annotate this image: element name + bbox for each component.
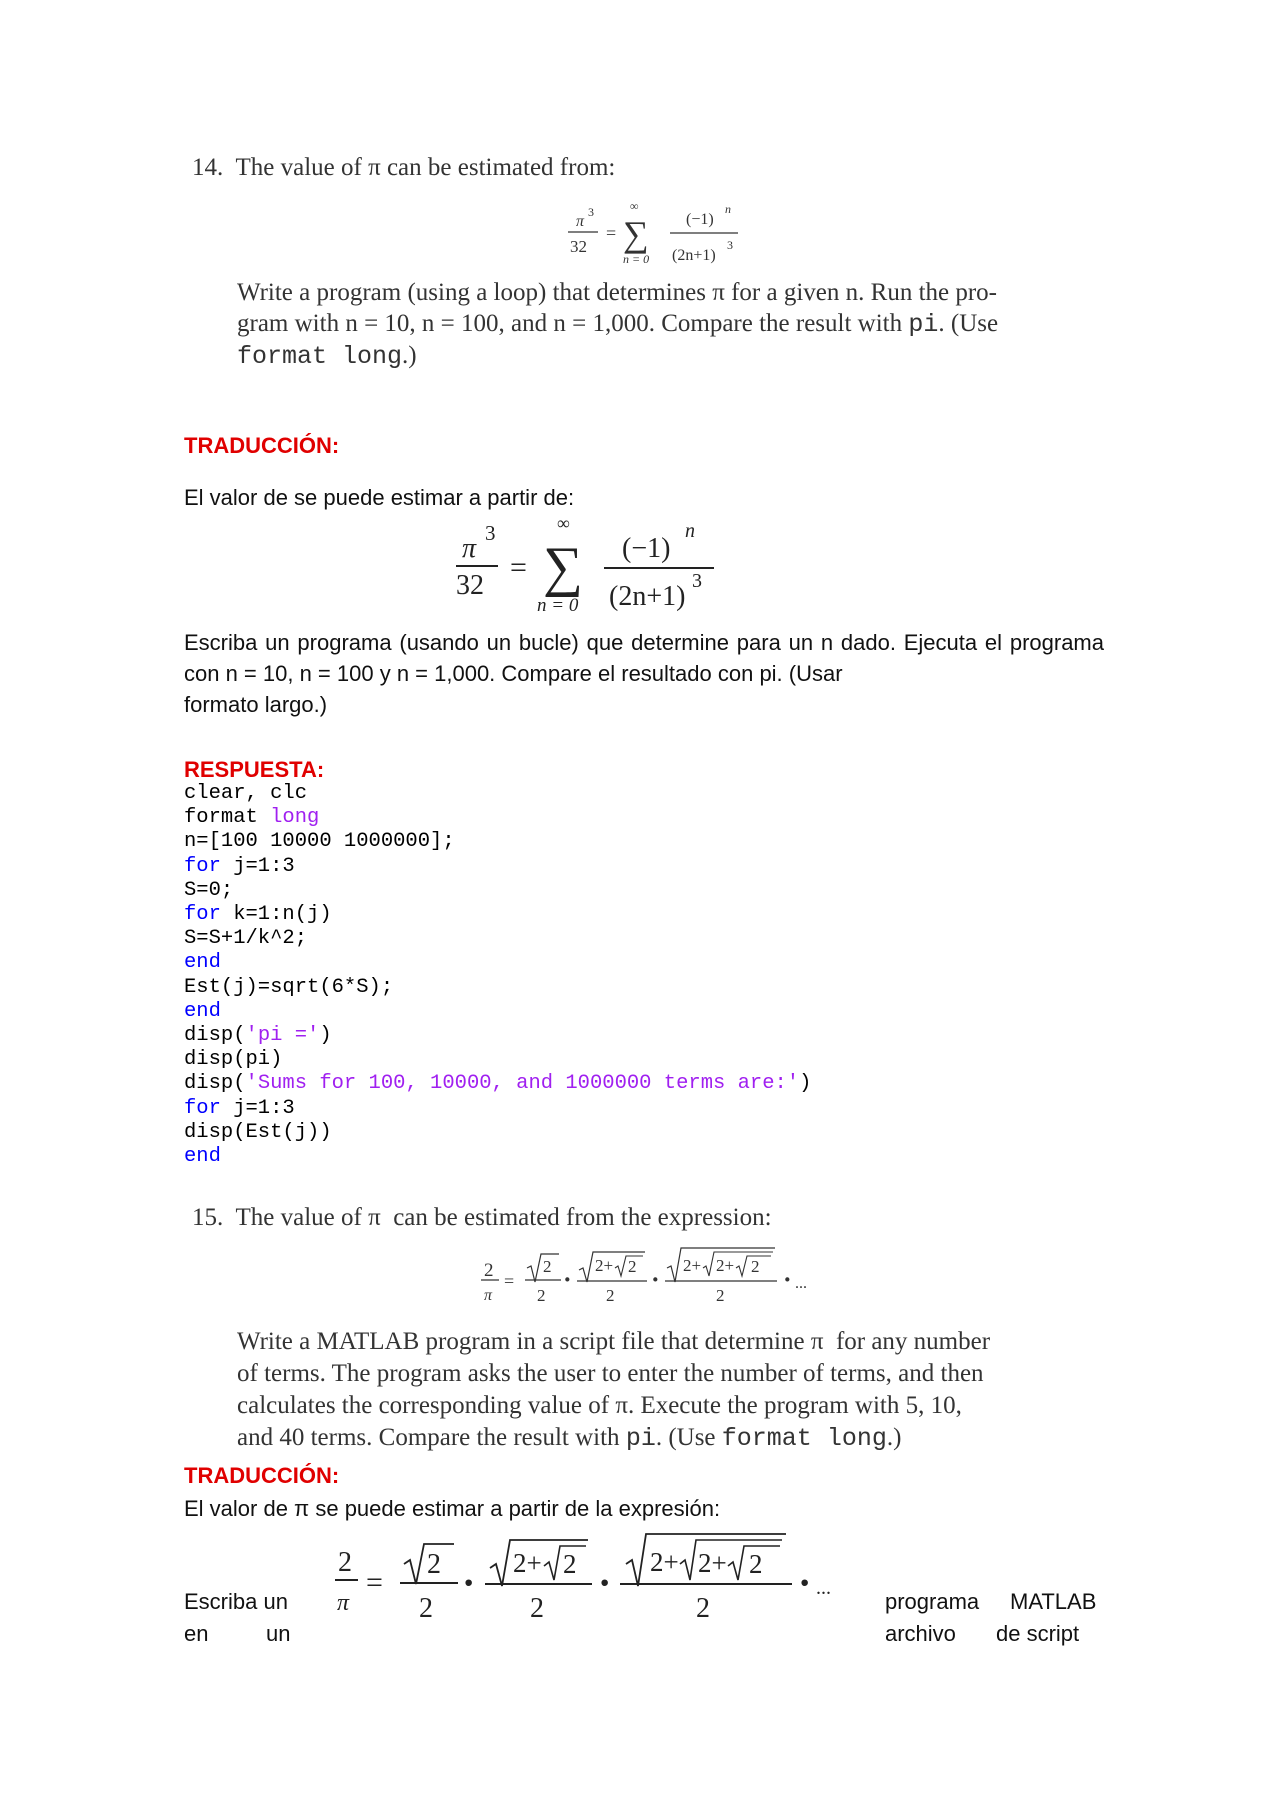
code-line (184, 879, 811, 903)
f4-ellipsis: ... (816, 1577, 831, 1599)
code-keyword: end (184, 999, 221, 1023)
f4-t2-two: 2 (563, 1549, 577, 1579)
translation-15-right-1b: MATLAB (1010, 1589, 1097, 1614)
code-line (184, 951, 811, 975)
code-string: 'pi =' (245, 1024, 320, 1048)
problem-14-number: 14. (192, 154, 224, 181)
translation-14-body-text: Escriba un programa (usando un bucle) que determine para un n dado. Ejecuta el programa con n = 10, n = 100 y n = 1,000. Compare el resultado con pi. (Usar (184, 630, 1104, 686)
f4-t3-two: 2 (749, 1549, 763, 1579)
f4-lhs-num: 2 (338, 1547, 352, 1578)
f1-lower: n = 0 (623, 252, 650, 266)
f4-equals: = (366, 1566, 383, 1599)
f4-t2: 2+ (513, 1548, 542, 1578)
problem-15-body-line-1: Write a MATLAB program in a script file that determine π for any number (237, 1328, 991, 1355)
code-line (184, 1145, 811, 1169)
translation-15-intro: El valor de π se puede estimar a partir de la expresión: (184, 1496, 721, 1521)
code-line (184, 1024, 811, 1048)
f4-lhs-den: π (337, 1590, 350, 1616)
f1-num-exp: n (725, 202, 731, 216)
code-text: S=0; (184, 878, 234, 902)
f3-t3a: 2+ (683, 1256, 702, 1275)
problem-14-body (237, 277, 1167, 372)
code-text: j=1:3 (220, 854, 295, 878)
f3-equals: = (504, 1271, 515, 1291)
answer-14-heading: RESPUESTA: (184, 757, 325, 782)
f3-t2-two: 2 (628, 1257, 637, 1276)
problem-14-intro-text: The value of π can be estimated from: (235, 154, 616, 181)
f1-num: (−1) (686, 211, 714, 228)
f4-t3a: 2+ (650, 1547, 679, 1577)
problem-14-formula (560, 200, 750, 272)
translation-14-body-end: formato largo.) (184, 692, 328, 717)
code-text: clear, clc (184, 782, 308, 805)
code-text: ) (799, 1072, 812, 1096)
code-keyword: end (184, 951, 221, 975)
problem-14-body-line-1: Write a program (using a loop) that determines π for a given n. Run the pro- (237, 279, 998, 306)
f3-t3b: 2+ (716, 1256, 735, 1275)
code-text: S=S+1/k^2; (184, 927, 308, 951)
problem-14-body-line-2: gram with n = 10, n = 100, and n = 1,000. Compare the result with pi. (Use (237, 310, 999, 339)
f3-dot-2: · (651, 1265, 660, 1294)
translation-15-right-2a: archivo (885, 1621, 956, 1646)
translation-15-left-2b: un (266, 1621, 291, 1646)
f3-lhs-den: π (484, 1287, 493, 1304)
problem-15-body (237, 1326, 1167, 1455)
code-line (184, 976, 811, 1000)
code-text: disp( (184, 1024, 246, 1048)
f2-sum: ∑ (543, 536, 583, 598)
translation-15-left-2a: en (184, 1621, 209, 1646)
code-line (184, 782, 811, 806)
code-text: Est(j)=sqrt(6*S); (184, 975, 394, 999)
code-text: j=1:3 (220, 1096, 295, 1120)
f3-t3-two: 2 (751, 1257, 760, 1276)
problem-15-body-line-4: and 40 terms. Compare the result with pi. (Use format long.) (237, 1424, 902, 1453)
f2-num-exp: n (685, 520, 695, 542)
translation-15-left-1: Escriba un (184, 1589, 288, 1614)
problem-14-body-line-3: format long.) (237, 342, 417, 371)
translation-14-formula (452, 515, 722, 615)
f2-equals: = (510, 551, 527, 584)
f1-equals: = (606, 223, 617, 243)
problem-15-number: 15. (192, 1204, 224, 1231)
f3-ellipsis: ... (795, 1275, 807, 1292)
problem-15-intro (192, 1204, 772, 1232)
f1-upper: ∞ (630, 200, 639, 213)
code-line (184, 830, 811, 854)
f4-dot-2: · (598, 1560, 612, 1605)
code-text: format (184, 806, 271, 830)
code-text: disp(Est(j)) (184, 1120, 332, 1144)
translation-14-intro: El valor de se puede estimar a partir de: (184, 485, 575, 510)
code-text: disp(pi) (184, 1048, 283, 1072)
code-line (184, 1048, 811, 1072)
code-keyword: for (184, 903, 221, 927)
problem-15-intro-text: The value of π can be estimated from the expression: (235, 1204, 772, 1231)
f3-t3-den: 2 (716, 1286, 725, 1305)
f1-den: (2n+1) (672, 247, 716, 264)
code-keyword: for (184, 1096, 221, 1120)
code-line (184, 903, 811, 927)
f4-t1-den: 2 (419, 1593, 433, 1624)
f2-den-exp: 3 (692, 570, 702, 592)
f2-lhs-num: π (462, 533, 477, 564)
translation-15-right-1a: programa (885, 1589, 980, 1614)
f4-t2-den: 2 (530, 1593, 544, 1624)
code-line (184, 1000, 811, 1024)
problem-15-body-line-2: of terms. The program asks the user to enter the number of terms, and then (237, 1360, 984, 1387)
f3-t1-den: 2 (537, 1286, 546, 1305)
matlab-code-block (184, 782, 811, 1169)
f4-dot-1: · (462, 1560, 476, 1605)
translation-15-right-2b: de script (996, 1621, 1080, 1646)
f2-num: (−1) (622, 533, 671, 564)
f2-den: (2n+1) (609, 581, 686, 612)
f3-dot-3: · (783, 1265, 792, 1294)
f4-dot-3: · (798, 1560, 812, 1605)
code-line (184, 806, 811, 830)
problem-15-body-line-3: calculates the corresponding value of π. Execute the program with 5, 10, (237, 1392, 962, 1419)
f2-lhs-den: 32 (456, 570, 484, 601)
problem-15-formula (475, 1244, 825, 1316)
code-string: long (270, 806, 320, 830)
code-string: 'Sums for 100, 10000, and 1000000 terms are:' (245, 1072, 800, 1096)
f2-lhs-exp: 3 (485, 521, 496, 545)
translation-14-heading: TRADUCCIÓN: (184, 433, 340, 458)
f3-lhs-num: 2 (484, 1260, 494, 1281)
f1-lhs-num: π (576, 213, 585, 230)
code-text: ) (319, 1024, 332, 1048)
translation-15-formula (330, 1528, 860, 1638)
f3-t2-den: 2 (606, 1286, 615, 1305)
f2-upper: ∞ (557, 515, 570, 533)
code-line (184, 855, 811, 879)
f3-dot-1: · (563, 1265, 572, 1294)
f4-t3b: 2+ (698, 1548, 727, 1578)
f1-lhs-den: 32 (570, 237, 587, 256)
code-text: disp( (184, 1072, 246, 1096)
code-line (184, 927, 811, 951)
problem-14-intro (192, 154, 615, 182)
code-keyword: end (184, 1145, 221, 1169)
f3-t2: 2+ (595, 1256, 614, 1275)
code-keyword: for (184, 854, 221, 878)
translation-15-heading: TRADUCCIÓN: (184, 1463, 340, 1488)
f4-t1: 2 (427, 1549, 441, 1580)
code-text: k=1:n(j) (220, 903, 332, 927)
f1-den-exp: 3 (727, 238, 733, 252)
f4-t3-den: 2 (696, 1593, 710, 1624)
code-line (184, 1072, 811, 1096)
f1-sum: ∑ (623, 214, 649, 254)
code-text: n=[100 10000 1000000]; (184, 830, 455, 854)
translation-14-body (184, 627, 1104, 720)
f3-t1: 2 (543, 1257, 552, 1276)
code-line (184, 1097, 811, 1121)
f2-lower: n = 0 (537, 595, 579, 615)
f1-lhs-exp: 3 (588, 205, 594, 219)
code-line (184, 1121, 811, 1145)
